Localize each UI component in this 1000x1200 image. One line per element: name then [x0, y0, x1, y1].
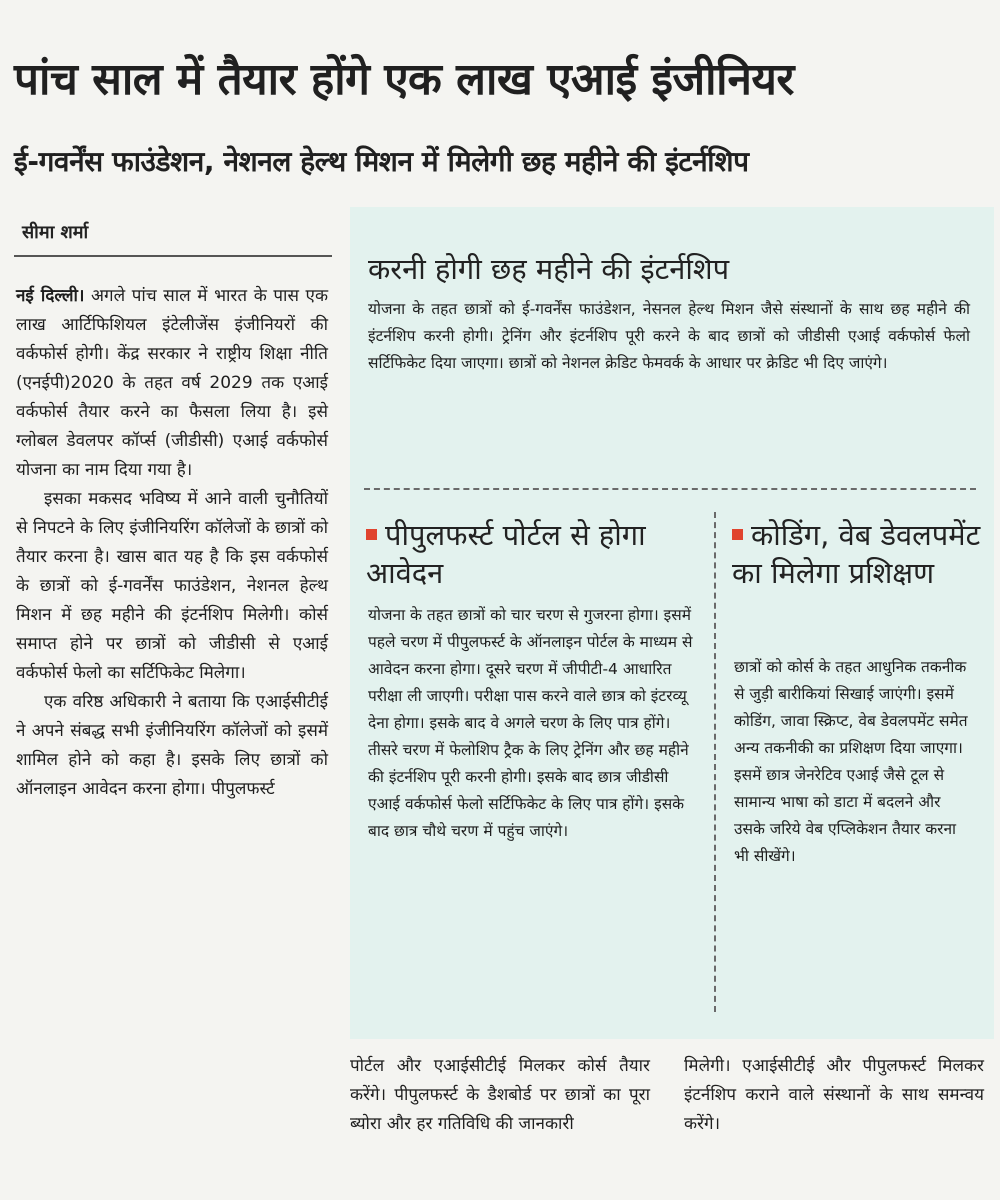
internship-section-body: योजना के तहत छात्रों को ई-गवर्नेंस फाउंडेशन, नेसनल हेल्थ मिशन जैसे संस्थानों के साथ छह महीने की इंटर्नशिप करनी होगी। ट्रेनिंग और इंटर्नशिप पूरी करने के बाद छात्रों को जीडीसी एआई वर्कफोर्स फेलो सर्टिफिकेट दिया जाएगा। छात्रों को नेशनल क्रेडिट फेमवर्क के आधार पर क्रेडिट भी दिए जाएंगे। — [368, 300, 970, 372]
training-section-body: छात्रों को कोर्स के तहत आधुनिक तकनीक से जुड़ी बारीकियां सिखाई जाएंगी। इसमें कोडिंग, जावा स्क्रिप्ट, वेब डेवलपमेंट समेत अन्य तकनीकी का प्रशिक्षण दिया जाएगा। इसमें छात्र जेनरेटिव एआई जैसे टूल से सामान्य भाषा को डाटा में बदलने और उसके जरिये वेब एप्लिकेशन तैयार करना भी सीखेंगे। — [734, 658, 968, 865]
main-story-column — [16, 282, 328, 804]
dateline: नई दिल्ली। — [16, 286, 85, 306]
box-vertical-divider — [714, 512, 716, 1012]
training-section-title — [732, 516, 982, 592]
main-story-continued-1: पोर्टल और एआईसीटीई मिलकर कोर्स तैयार करेंगे। पीपुलफर्स्ट के डैशबोर्ड पर छात्रों का पूरा ब्योरा और हर गतिविधि की जानकारी — [350, 1056, 650, 1134]
portal-section-title — [366, 516, 696, 592]
bullet-square-icon — [366, 529, 377, 540]
main-story-paragraph-3: एक वरिष्ठ अधिकारी ने बताया कि एआईसीटीई ने अपने संबद्ध सभी इंजीनियरिंग कॉलेजों को इसमें शामिल होने को कहा है। इसके लिए छात्रों को ऑनलाइन आवेदन करना होगा। पीपुलफर्स्ट — [16, 692, 328, 799]
main-story-paragraph-1 — [16, 282, 328, 485]
main-story-paragraph-1-text: अगले पांच साल में भारत के पास एक लाख आर्टिफिशियल इंटेलीजेंस इंजीनियरों की वर्कफोर्स होगी। केंद्र सरकार ने राष्ट्रीय शिक्षा नीति (एनईपी)2020 के तहत वर्ष 2029 तक एआई वर्कफोर्स तैयार करने का फैसला लिया है। इसे ग्लोबल डेवलपर कॉर्प्स (जीडीसी) एआई वर्कफोर्स योजना का नाम दिया गया है। — [16, 286, 329, 480]
training-section-title-text: कोडिंग, वेब डेवलपमेंट का मिलेगा प्रशिक्षण — [732, 518, 981, 590]
subheadline: ई-गवर्नेंस फाउंडेशन, नेशनल हेल्थ मिशन में मिलेगी छह महीने की इंटर्नशिप — [14, 145, 749, 178]
internship-section-title: करनी होगी छह महीने की इंटर्नशिप — [368, 252, 730, 286]
box-horizontal-divider — [364, 488, 976, 490]
headline: पांच साल में तैयार होंगे एक लाख एआई इंजीनियर — [14, 54, 794, 105]
portal-section-title-text: पीपुलफर्स्ट पोर्टल से होगा आवेदन — [366, 518, 646, 590]
portal-section-body: योजना के तहत छात्रों को चार चरण से गुजरना होगा। इसमें पहले चरण में पीपुलफर्स्ट के ऑनलाइन पोर्टल के माध्यम से आवेदन करना होगा। दूसरे चरण में जीपीटी-4 आधारित परीक्षा ली जाएगी। परीक्षा पास करने वाले छात्र को इंटरव्यू देना होगा। इसके बाद वे अगले चरण के लिए पात्र होंगे। तीसरे चरण में फेलोशिप ट्रैक के लिए ट्रेनिंग और छह महीने की इंटर्नशिप पूरी करनी होगी। इसके बाद छात्र जीडीसी एआई वर्कफोर्स फेलो सर्टिफिकेट के लिए पात्र होंगे। इसके बाद छात्र चौथे चरण में पहुंच जाएंगे। — [368, 606, 693, 840]
byline: सीमा शर्मा — [22, 222, 89, 243]
bullet-square-icon — [732, 529, 743, 540]
main-story-paragraph-2: इसका मकसद भविष्य में आने वाली चुनौतियों से निपटने के लिए इंजीनियरिंग कॉलेजों के छात्रों को तैयार करना है। खास बात यह है कि इस वर्कफोर्स के छात्रों को ई-गवर्नेंस फाउंडेशन, नेशनल हेल्थ मिशन में छह महीने की इंटर्नशिप मिलेगी। कोर्स समाप्त होने पर छात्रों को जीडीसी से एआई वर्कफोर्स फेलो का सर्टिफिकेट मिलेगा। — [16, 489, 328, 683]
main-story-continued-2: मिलेगी। एआईसीटीई और पीपुलफर्स्ट मिलकर इंटर्नशिप कराने वाले संस्थानों के साथ समन्वय करेंगे। — [684, 1056, 984, 1134]
byline-divider — [14, 255, 332, 257]
